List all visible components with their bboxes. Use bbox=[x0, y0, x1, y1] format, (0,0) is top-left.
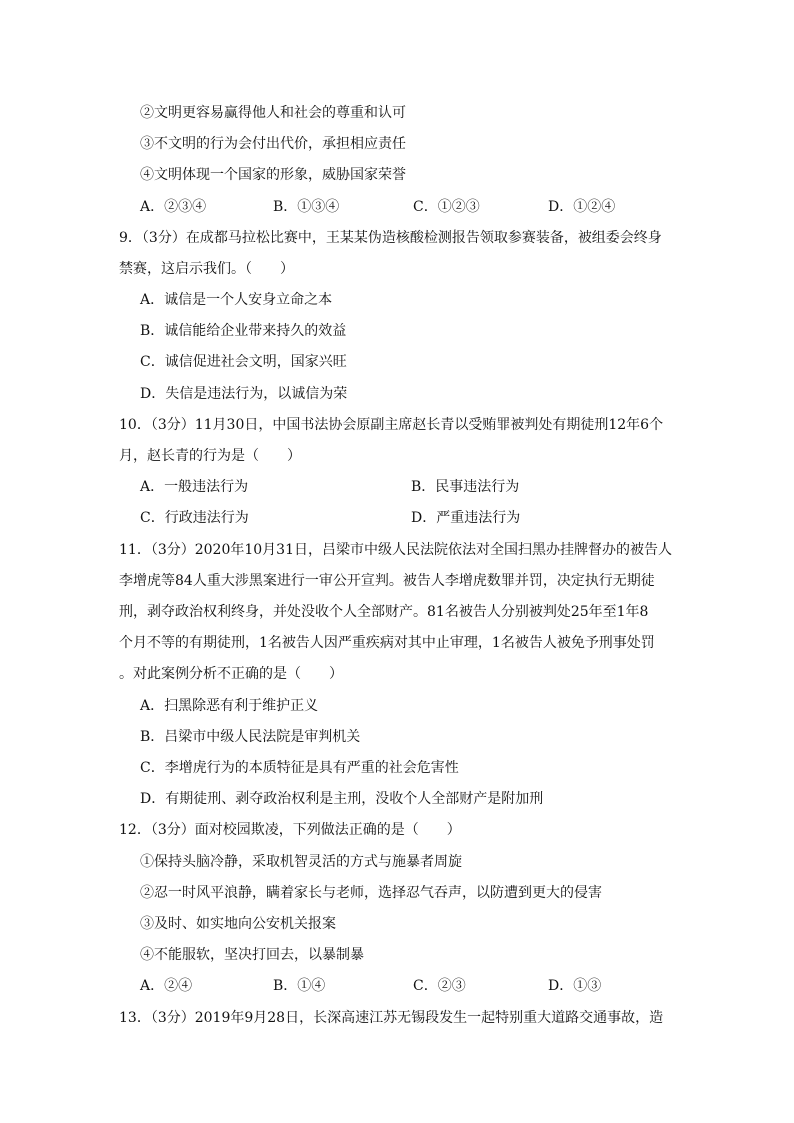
q8-option-b: B．①③④ bbox=[273, 199, 340, 215]
q9-option-d: D．失信是违法行为，以诚信为荣 bbox=[140, 386, 348, 402]
q12-statement-4: ④不能服软，坚决打回去，以暴制暴 bbox=[140, 947, 364, 963]
q10-option-d: D．严重违法行为 bbox=[411, 510, 521, 526]
q10-option-a: A．一般违法行为 bbox=[140, 479, 249, 495]
q11-stem-line-5: 。对此案例分析不正确的是（ ） bbox=[119, 666, 343, 682]
q11-option-b: B．吕梁市中级人民法院是审判机关 bbox=[140, 729, 361, 745]
q12-statement-3: ③及时、如实地向公安机关报案 bbox=[140, 916, 336, 932]
q9-option-c: C．诚信促进社会文明，国家兴旺 bbox=[140, 354, 347, 370]
q10-stem-line-2: 月，赵长青的行为是（ ） bbox=[119, 448, 301, 464]
q12-option-d: D．①③ bbox=[548, 978, 602, 994]
q11-option-a: A．扫黑除恶有利于维护正义 bbox=[140, 698, 319, 714]
q12-option-a: A．②④ bbox=[140, 978, 193, 994]
q8-statement-3: ③不文明的行为会付出代价，承担相应责任 bbox=[140, 136, 406, 152]
q11-stem-line-1: 11．（3分）2020年10月31日，吕梁市中级人民法院依法对全国扫黑办挂牌督办的被告人 bbox=[119, 542, 672, 558]
q9-option-a: A．诚信是一个人安身立命之本 bbox=[140, 292, 333, 308]
q8-option-c: C．①②③ bbox=[413, 199, 480, 215]
q12-option-b: B．①④ bbox=[273, 978, 326, 994]
q9-stem-line-1: 9．（3分）在成都马拉松比赛中，王某某伪造核酸检测报告领取参赛装备，被组委会终身 bbox=[119, 230, 662, 246]
q8-option-d: D．①②④ bbox=[548, 199, 616, 215]
q9-stem-line-2: 禁赛，这启示我们。（ ） bbox=[119, 261, 294, 277]
q8-statement-4: ④文明体现一个国家的形象，威胁国家荣誉 bbox=[140, 167, 406, 183]
q11-stem-line-3: 刑，剥夺政治权利终身，并处没收个人全部财产。81名被告人分别被判处25年至1年8 bbox=[119, 604, 649, 620]
q13-stem-line-1: 13．（3分）2019年9月28日，长深高速江苏无锡段发生一起特别重大道路交通事故，造 bbox=[119, 1010, 664, 1026]
q11-stem-line-4: 个月不等的有期徒刑，1名被告人因严重疾病对其中止审理，1名被告人被免予刑事处罚 bbox=[119, 635, 655, 651]
q10-option-c: C．行政违法行为 bbox=[140, 510, 249, 526]
q11-option-d: D．有期徒刑、剥夺政治权利是主刑，没收个人全部财产是附加刑 bbox=[140, 791, 544, 807]
q8-option-a: A．②③④ bbox=[140, 199, 207, 215]
q11-option-c: C．李增虎行为的本质特征是具有严重的社会危害性 bbox=[140, 760, 459, 776]
q12-statement-2: ②忍一时风平浪静，瞒着家长与老师，选择忍气吞声，以防遭到更大的侵害 bbox=[140, 885, 602, 901]
q10-option-b: B．民事违法行为 bbox=[411, 479, 520, 495]
q10-stem-line-1: 10．（3分）11月30日，中国书法协会原副主席赵长青以受贿罪被判处有期徒刑12年6个 bbox=[119, 417, 664, 433]
q8-statement-2: ②文明更容易赢得他人和社会的尊重和认可 bbox=[140, 105, 406, 121]
q9-option-b: B．诚信能给企业带来持久的效益 bbox=[140, 323, 347, 339]
q12-stem-line-1: 12．（3分）面对校园欺凌，下列做法正确的是（ ） bbox=[119, 822, 461, 838]
q11-stem-line-2: 李增虎等84人重大涉黑案进行一审公开宣判。被告人李增虎数罪并罚，决定执行无期徒 bbox=[119, 573, 655, 589]
q12-statement-1: ①保持头脑冷静，采取机智灵活的方式与施暴者周旋 bbox=[140, 854, 462, 870]
q12-option-c: C．②③ bbox=[413, 978, 466, 994]
